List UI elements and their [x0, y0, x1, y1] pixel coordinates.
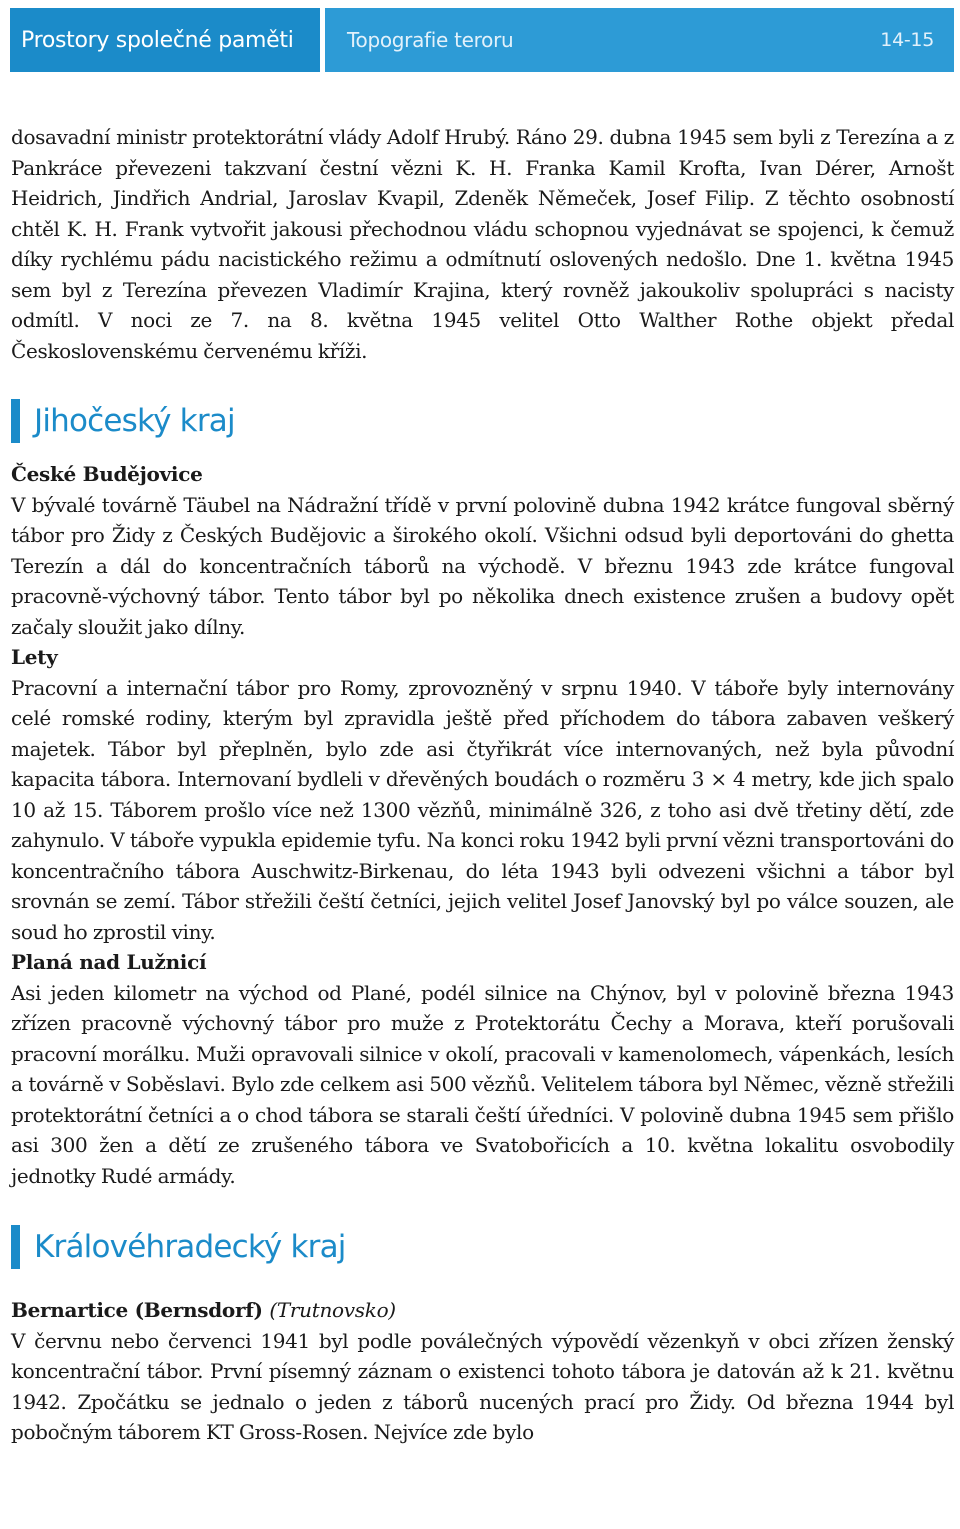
entry-text: V červnu nebo červenci 1941 byl podle poválečných výpovědí vězenkyň v obci zřízen ženský koncentrační tábor. První písemný záznam o existenci tohoto tábora je datován až k 21. květnu 1942. Zpočátku se jednalo o jeden z táborů nucených prací pro Židy. Od března 1944 byl pobočným táborem KT Gross-Rosen. Nejvíce zde bylo — [11, 1328, 954, 1444]
publication-title: Prostory společné paměti — [10, 8, 320, 72]
place-heading — [11, 1295, 954, 1326]
entry-text: Pracovní a internační tábor pro Romy, zprovozněný v srpnu 1940. V táboře byly internovány celé romské rodiny, kterým byl zpravidla ještě před příchodem do tábora zabaven veškerý majetek. Tábor byl přeplněn, bylo zde asi čtyřikrát více internovaných, než byla původní kapacita tábora. Internovaní bydleli v dřevěných boudách o rozměru 3 × 4 metry, kde jich spalo 10 až 15. Táborem prošlo více než 1300 vězňů, minimálně 326, z toho asi dvě třetiny dětí, zde zahynulo. V táboře vypukla epidemie tyfu. Na konci roku 1942 byli první vězni transportováni do koncentračního tábora Auschwitz-Birkenau, do léta 1943 byli odvezeni všichni a tábor byl srovnán se zemí. Tábor střežili čeští četníci, jejich velitel Josef Janovský byl po válce souzen, ale soud ho zprostil viny. — [11, 675, 954, 944]
entry-text: V bývalé továrně Täubel na Nádražní třídě v první polovině dubna 1942 krátce fungoval sběrný tábor pro Židy z Českých Budějovic a širokého okolí. Všichni odsud byli deportováni do ghetta Terezín a dál do koncentračních táborů na východě. V březnu 1943 zde krátce fungoval pracovně-výchovný tábor. Tento tábor byl po několika dnech existence zrušen a budovy opět začaly sloužit jako dílny. — [11, 492, 954, 639]
place-heading: České Budějovice — [11, 462, 203, 486]
place-region: (Trutnovsko) — [269, 1298, 396, 1322]
section-title: Královéhradecký kraj — [34, 1229, 346, 1265]
page-header — [10, 8, 954, 72]
intro-paragraph: dosavadní ministr protektorátní vlády Adolf Hrubý. Ráno 29. dubna 1945 sem byli z Terezína a z Pankráce převezeni takzvaní čestní vězni K. H. Franka Kamil Krofta, Ivan Dérer, Arnošt Heidrich, Jindřich Andrial, Jaroslav Kvapil, Zdeněk Němeček, Josef Filip. Z těchto osobností chtěl K. H. Frank vytvořit jakousi přechodnou vládu schopnou vyjednávat se spojenci, k čemuž díky rychlému pádu nacistického režimu a odmítnutí oslovených nedošlo. Dne 1. května 1945 sem byl z Terezína převezen Vladimír Krajina, který rovněž jakoukoliv spolupráci s nacisty odmítl. V noci ze 7. na 8. května 1945 velitel Otto Walther Rothe objekt předal Československému červenému kříži. — [11, 125, 954, 363]
section-title: Jihočeský kraj — [34, 403, 235, 439]
section-heading-jihocesky — [11, 393, 954, 449]
header-right-panel — [325, 8, 954, 72]
place-name: Bernartice (Bernsdorf) — [11, 1298, 263, 1322]
heading-bar — [11, 1225, 20, 1269]
section-heading-kralovehradecky — [11, 1219, 954, 1275]
page-numbers: 14-15 — [880, 29, 934, 51]
place-heading: Lety — [11, 645, 58, 669]
page-content — [11, 122, 954, 1448]
heading-bar — [11, 399, 20, 443]
entry-text: Asi jeden kilometr na východ od Plané, podél silnice na Chýnov, byl v polovině března 1943 zřízen pracovně výchovný tábor pro muže z Protektorátu Čechy a Morava, kteří porušovali pracovní morálku. Muži opravovali silnice v okolí, pracovali v kamenolomech, vápenkách, lesích a továrně v Soběslavi. Bylo zde celkem asi 500 vězňů. Velitelem tábora byl Němec, vězně střežili protektorátní četníci a o chod tábora se starali čeští úředníci. V polovině dubna 1945 sem přišlo asi 300 žen a dětí ze zrušeného tábora ve Svatobořicích a 10. května lokalitu osvobodily jednotky Rudé armády. — [11, 980, 954, 1188]
chapter-subtitle: Topografie teroru — [347, 28, 514, 52]
place-heading: Planá nad Lužnicí — [11, 950, 207, 974]
